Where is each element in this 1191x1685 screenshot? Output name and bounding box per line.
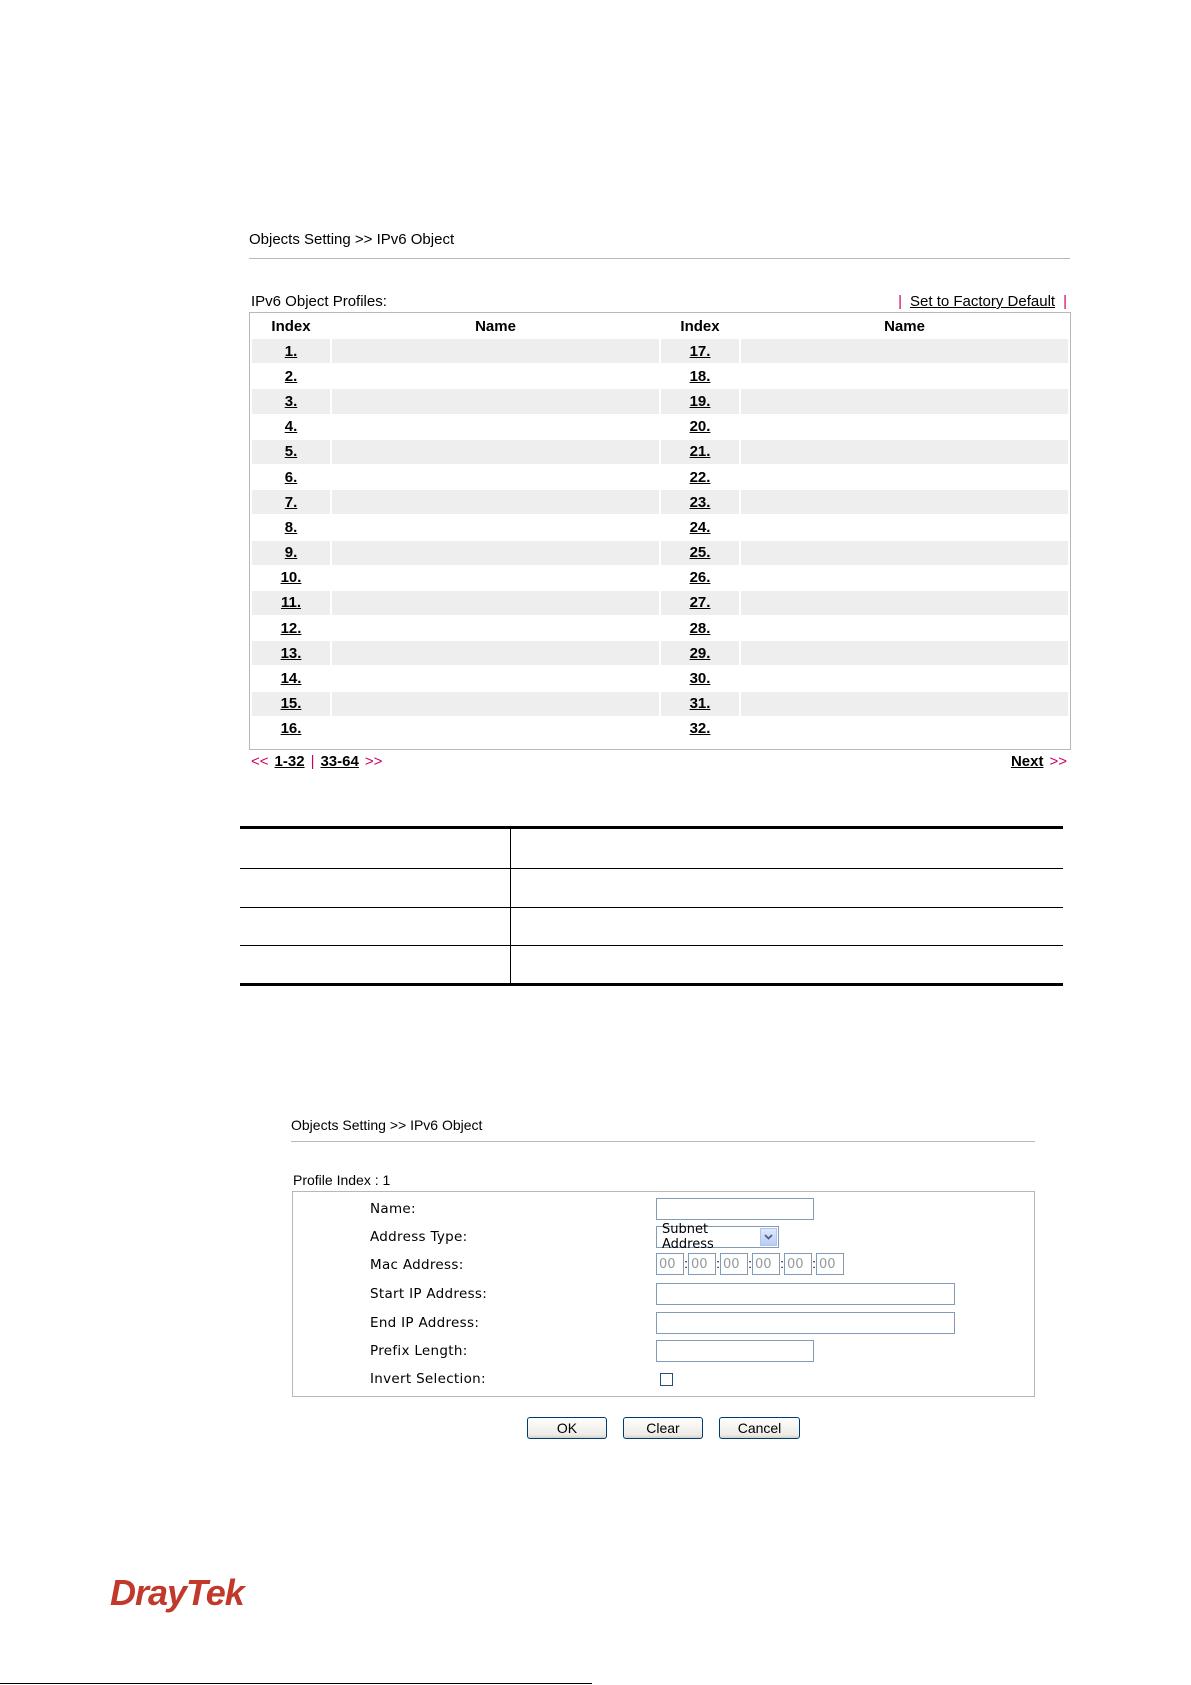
mac-separator: : bbox=[716, 1256, 720, 1271]
end-ip-input[interactable] bbox=[656, 1312, 955, 1334]
mac-octet-2-input[interactable]: 00 bbox=[688, 1253, 716, 1275]
profile-index-link[interactable]: 22. bbox=[689, 468, 711, 486]
grid-column-divider bbox=[510, 829, 511, 983]
mac-address-label: Mac Address: bbox=[370, 1257, 464, 1273]
mac-separator: : bbox=[812, 1256, 816, 1271]
table-row bbox=[252, 490, 1068, 514]
profile-index-link[interactable]: 14. bbox=[280, 670, 302, 688]
name-cell bbox=[741, 440, 1068, 464]
name-cell bbox=[332, 641, 659, 665]
table-row bbox=[252, 515, 1068, 539]
index-cell bbox=[252, 566, 330, 590]
profile-index-link[interactable]: 24. bbox=[689, 518, 711, 536]
page-1-32-link[interactable]: 1-32 bbox=[274, 753, 305, 770]
profile-index-link[interactable]: 12. bbox=[280, 619, 302, 637]
table-row bbox=[252, 440, 1068, 464]
index-cell bbox=[661, 364, 739, 388]
breadcrumb-divider bbox=[249, 258, 1070, 259]
address-type-value: Subnet Address bbox=[662, 1222, 714, 1252]
next-link[interactable]: Next bbox=[1010, 753, 1044, 770]
set-to-factory-default-link[interactable]: Set to Factory Default bbox=[910, 293, 1056, 310]
index-cell bbox=[661, 566, 739, 590]
profile-index-link[interactable]: 16. bbox=[280, 720, 302, 738]
edit-breadcrumb-divider bbox=[291, 1141, 1035, 1142]
index-cell bbox=[661, 440, 739, 464]
profile-index-link[interactable]: 4. bbox=[284, 418, 298, 436]
factory-default-bar bbox=[898, 293, 1067, 310]
name-cell bbox=[741, 666, 1068, 690]
invert-selection-checkbox[interactable] bbox=[660, 1373, 673, 1386]
profiles-table-box bbox=[249, 312, 1071, 750]
mac-octet-3-input[interactable]: 00 bbox=[720, 1253, 748, 1275]
index-header: Index bbox=[680, 317, 720, 335]
profile-index-link[interactable]: 18. bbox=[689, 367, 711, 385]
profile-index-link[interactable]: 19. bbox=[689, 392, 711, 410]
profile-index-link[interactable]: 28. bbox=[689, 619, 711, 637]
table-row bbox=[252, 616, 1068, 640]
name-cell bbox=[332, 666, 659, 690]
index-cell bbox=[661, 591, 739, 615]
name-cell bbox=[332, 490, 659, 514]
name-cell bbox=[332, 364, 659, 388]
index-cell bbox=[661, 641, 739, 665]
table-row bbox=[252, 566, 1068, 590]
prev-arrows: << bbox=[251, 753, 269, 770]
profile-index-link[interactable]: 15. bbox=[280, 695, 302, 713]
profile-index-link[interactable]: 26. bbox=[689, 569, 711, 587]
index-cell bbox=[661, 616, 739, 640]
name-label: Name: bbox=[370, 1201, 416, 1217]
draytek-logo: DrayTek bbox=[110, 1572, 244, 1613]
profile-index-link[interactable]: 7. bbox=[284, 493, 298, 511]
name-cell bbox=[741, 541, 1068, 565]
mac-octet-6-input[interactable]: 00 bbox=[816, 1253, 844, 1275]
mac-address-fields bbox=[656, 1253, 844, 1275]
name-cell bbox=[332, 616, 659, 640]
index-cell bbox=[252, 541, 330, 565]
name-cell bbox=[332, 692, 659, 716]
clear-button[interactable]: Clear bbox=[623, 1417, 703, 1439]
section-title: IPv6 Object Profiles: bbox=[251, 293, 387, 310]
profile-index-link[interactable]: 27. bbox=[689, 594, 711, 612]
profile-index-title: Profile Index : 1 bbox=[293, 1172, 391, 1188]
index-header: Index bbox=[271, 317, 311, 335]
profile-index-link[interactable]: 3. bbox=[284, 392, 298, 410]
table-row bbox=[252, 591, 1068, 615]
chevron-down-icon[interactable] bbox=[760, 1228, 777, 1246]
next-pager bbox=[1011, 753, 1067, 770]
end-ip-label: End IP Address: bbox=[370, 1315, 480, 1331]
invert-selection-label: Invert Selection: bbox=[370, 1371, 486, 1387]
profile-index-link[interactable]: 17. bbox=[689, 342, 711, 360]
table-row bbox=[252, 389, 1068, 413]
index-cell bbox=[661, 717, 739, 741]
profile-index-link[interactable]: 1. bbox=[284, 342, 298, 360]
index-cell bbox=[661, 465, 739, 489]
profile-index-link[interactable]: 30. bbox=[689, 670, 711, 688]
edit-breadcrumb: Objects Setting >> IPv6 Object bbox=[291, 1117, 483, 1133]
name-cell bbox=[741, 465, 1068, 489]
name-cell bbox=[332, 389, 659, 413]
address-type-label: Address Type: bbox=[370, 1229, 468, 1245]
table-row bbox=[252, 541, 1068, 565]
name-cell bbox=[332, 541, 659, 565]
name-cell bbox=[332, 717, 659, 741]
table-row bbox=[252, 666, 1068, 690]
index-cell bbox=[252, 389, 330, 413]
profile-index-link[interactable]: 9. bbox=[284, 544, 298, 562]
name-cell bbox=[332, 339, 659, 363]
table-row bbox=[252, 364, 1068, 388]
mac-separator: : bbox=[780, 1256, 784, 1271]
index-cell bbox=[252, 717, 330, 741]
name-cell bbox=[741, 415, 1068, 439]
name-cell bbox=[741, 566, 1068, 590]
profile-index-link[interactable]: 21. bbox=[689, 443, 711, 461]
index-cell bbox=[252, 440, 330, 464]
ok-button[interactable]: OK bbox=[527, 1417, 607, 1439]
grid-bottom-rule bbox=[240, 983, 1063, 986]
profile-index-link[interactable]: 25. bbox=[689, 544, 711, 562]
index-cell bbox=[661, 515, 739, 539]
name-cell bbox=[741, 364, 1068, 388]
index-cell bbox=[252, 692, 330, 716]
prefix-length-label: Prefix Length: bbox=[370, 1343, 468, 1359]
footer-rule bbox=[0, 1683, 592, 1684]
index-cell bbox=[252, 465, 330, 489]
index-cell bbox=[252, 415, 330, 439]
mac-octet-5-input[interactable]: 00 bbox=[784, 1253, 812, 1275]
prefix-length-input[interactable] bbox=[656, 1340, 814, 1362]
mac-separator: : bbox=[748, 1256, 752, 1271]
pipe-separator: | bbox=[898, 293, 903, 310]
index-cell bbox=[661, 339, 739, 363]
profile-index-link[interactable]: 2. bbox=[284, 367, 298, 385]
name-cell bbox=[741, 515, 1068, 539]
pipe-separator: | bbox=[1063, 293, 1067, 310]
start-ip-input[interactable] bbox=[656, 1283, 955, 1305]
breadcrumb: Objects Setting >> IPv6 Object bbox=[249, 231, 455, 248]
index-cell bbox=[661, 541, 739, 565]
profiles-table bbox=[250, 313, 1070, 742]
name-cell bbox=[741, 641, 1068, 665]
table-row bbox=[252, 717, 1068, 741]
mac-octet-1-input[interactable]: 00 bbox=[656, 1253, 684, 1275]
cancel-button[interactable]: Cancel bbox=[719, 1417, 800, 1439]
index-cell bbox=[252, 666, 330, 690]
next-arrows: >> bbox=[1049, 753, 1067, 770]
name-header: Name bbox=[475, 317, 516, 335]
index-cell bbox=[661, 490, 739, 514]
name-cell bbox=[741, 616, 1068, 640]
table-row bbox=[252, 465, 1068, 489]
index-cell bbox=[252, 515, 330, 539]
profiles-table-body bbox=[252, 339, 1068, 741]
profile-index-link[interactable]: 23. bbox=[689, 493, 711, 511]
profile-index-link[interactable]: 10. bbox=[280, 569, 302, 587]
address-type-select[interactable] bbox=[656, 1222, 779, 1252]
index-cell bbox=[252, 641, 330, 665]
name-header: Name bbox=[884, 317, 925, 335]
profile-index-link[interactable]: 13. bbox=[280, 644, 302, 662]
grid-row-rule bbox=[240, 868, 1063, 869]
profile-index-link[interactable]: 29. bbox=[689, 644, 711, 662]
name-cell bbox=[332, 415, 659, 439]
name-cell bbox=[741, 389, 1068, 413]
profile-index-link[interactable]: 8. bbox=[284, 518, 298, 536]
profile-index-link[interactable]: 31. bbox=[689, 695, 711, 713]
name-cell bbox=[741, 591, 1068, 615]
name-cell bbox=[741, 692, 1068, 716]
name-cell bbox=[741, 339, 1068, 363]
grid-top-rule bbox=[240, 826, 1063, 829]
index-cell bbox=[252, 591, 330, 615]
table-row bbox=[252, 415, 1068, 439]
index-cell bbox=[252, 490, 330, 514]
profile-index-link[interactable]: 20. bbox=[689, 418, 711, 436]
index-cell bbox=[661, 389, 739, 413]
next-arrows-inline: >> bbox=[364, 753, 383, 770]
index-cell bbox=[252, 364, 330, 388]
index-cell bbox=[661, 415, 739, 439]
page-33-64-link[interactable]: 33-64 bbox=[320, 753, 359, 770]
index-cell bbox=[661, 666, 739, 690]
grid-row-rule bbox=[240, 907, 1063, 908]
mac-separator: : bbox=[684, 1256, 688, 1271]
name-cell bbox=[741, 490, 1068, 514]
table-row bbox=[252, 692, 1068, 716]
profile-index-link[interactable]: 11. bbox=[280, 594, 302, 612]
start-ip-label: Start IP Address: bbox=[370, 1286, 488, 1302]
pager-separator: | bbox=[310, 753, 315, 770]
name-cell bbox=[332, 440, 659, 464]
mac-octet-4-input[interactable]: 00 bbox=[752, 1253, 780, 1275]
name-cell bbox=[741, 717, 1068, 741]
index-cell bbox=[252, 339, 330, 363]
profile-index-link[interactable]: 32. bbox=[689, 720, 711, 738]
index-cell bbox=[661, 692, 739, 716]
name-input[interactable] bbox=[656, 1198, 814, 1220]
name-cell bbox=[332, 465, 659, 489]
profile-index-link[interactable]: 6. bbox=[284, 468, 298, 486]
name-cell bbox=[332, 591, 659, 615]
name-cell bbox=[332, 566, 659, 590]
name-cell bbox=[332, 515, 659, 539]
index-cell bbox=[252, 616, 330, 640]
pager bbox=[251, 753, 382, 770]
table-row bbox=[252, 641, 1068, 665]
profile-index-link[interactable]: 5. bbox=[284, 443, 298, 461]
table-row bbox=[252, 339, 1068, 363]
grid-row-rule bbox=[240, 945, 1063, 946]
